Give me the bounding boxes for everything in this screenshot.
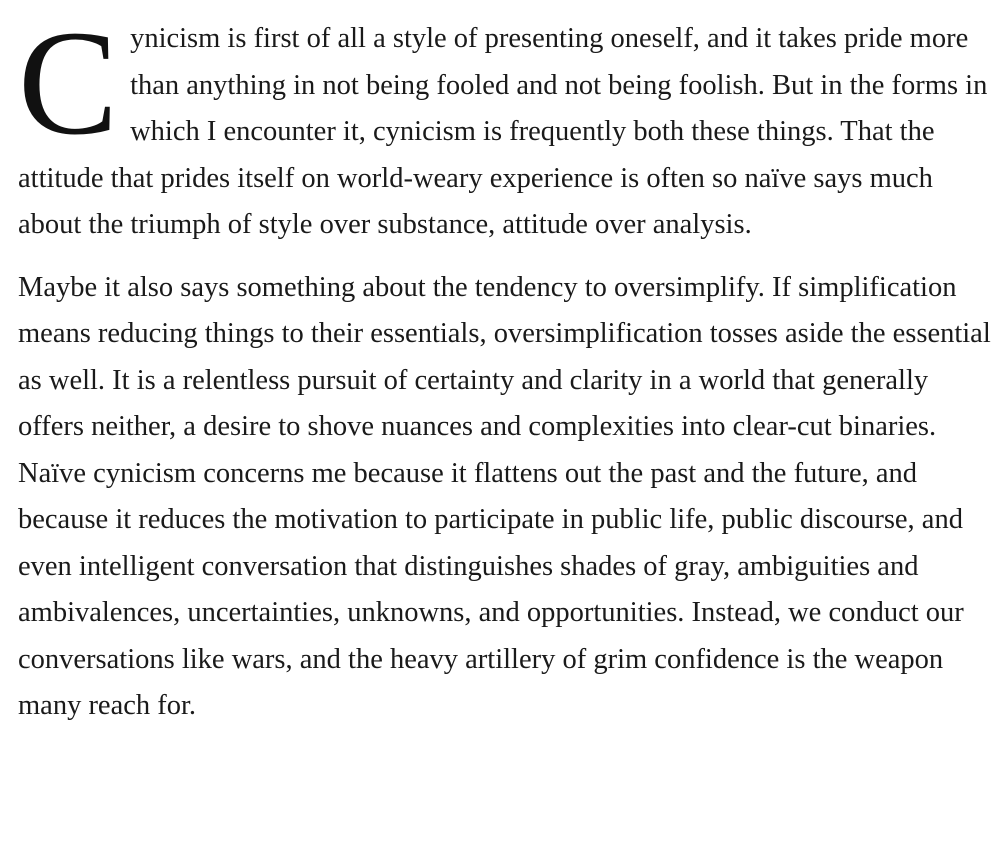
paragraph-2	[18, 265, 994, 730]
document-body	[18, 0, 994, 730]
paragraph-1-text: ynicism is first of all a style of presenting oneself, and it takes pride more than anything in not being fooled and not being foolish. But in the forms in which I encounter it, cynicism is frequently both these things. That the attitude that prides itself on world-weary experience is often so naïve says much about the triumph of style over substance, attitude over analysis.	[18, 23, 988, 240]
drop-cap-letter: C	[18, 0, 119, 166]
paragraph-1	[18, 0, 994, 249]
paragraph-2-text: Maybe it also says something about the tendency to oversimplify. If simplification means reducing things to their essentials, oversimplification tosses aside the essential as well. It is a relentless pursuit of certainty and clarity in a world that generally offers neither, a desire to shove nuances and complexities into clear-cut binaries. Naïve cynicism concerns me because it flattens out the past and the future, and because it reduces the motivation to participate in public life, public discourse, and even intelligent conversation that distinguishes shades of gray, ambiguities and ambivalences, uncertainties, unknowns, and opportunities. Instead, we conduct our conversations like wars, and the heavy artillery of grim confidence is the weapon many reach for.	[18, 271, 991, 721]
